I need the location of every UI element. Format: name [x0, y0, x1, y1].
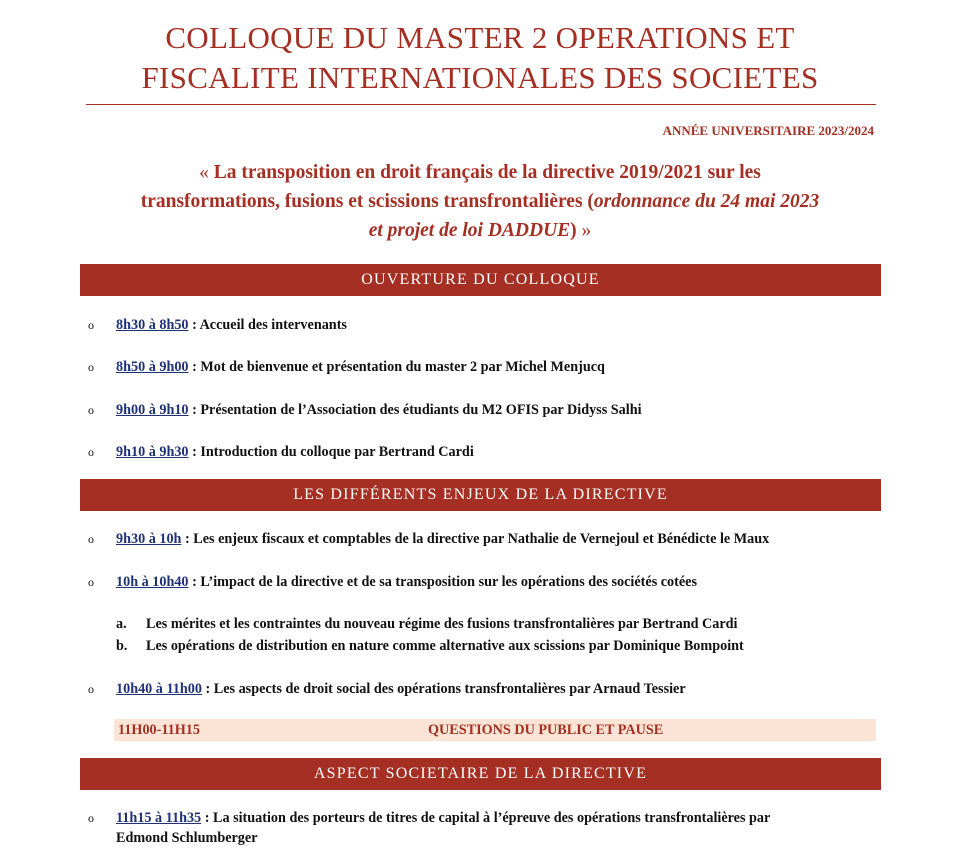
bullet-icon: o — [88, 811, 94, 825]
agenda-text: : La situation des porteurs de titres de capital à l’épreuve des opérations transfrontalières par — [201, 810, 771, 826]
agenda-text: : Présentation de l’Association des étudiants du M2 OFIS par Didyss Salhi — [188, 402, 642, 418]
agenda-item — [88, 530, 878, 548]
agenda-item — [88, 809, 878, 827]
sub-item-letter: b. — [116, 638, 128, 654]
close-quote: » — [576, 220, 592, 241]
subject-line-2 — [80, 187, 880, 216]
subject-text-3a: et projet de loi DADDUE — [368, 220, 571, 241]
pause-label: QUESTIONS DU PUBLIC ET PAUSE — [428, 722, 664, 738]
sub-item — [116, 615, 738, 633]
agenda-item — [88, 573, 878, 591]
section-header-issues: LES DIFFÉRENTS ENJEUX DE LA DIRECTIVE — [80, 479, 881, 511]
agenda-text: : Mot de bienvenue et présentation du master 2 par Michel Menjucq — [188, 359, 605, 375]
time-link[interactable]: 10h40 à 11h00 — [116, 681, 202, 697]
pause-row — [114, 719, 876, 741]
bullet-icon: o — [88, 360, 94, 374]
agenda-text: : Introduction du colloque par Bertrand Cardi — [188, 444, 474, 460]
academic-year: ANNÉE UNIVERSITAIRE 2023/2024 — [662, 123, 874, 138]
agenda-item — [88, 316, 878, 334]
sub-item-text: Les mérites et les contraintes du nouveau régime des fusions transfrontalières par Bertrand Cardi — [146, 616, 738, 632]
sub-item-letter: a. — [116, 616, 127, 632]
sub-item-text: Les opérations de distribution en nature comme alternative aux scissions par Dominique Bompoint — [146, 638, 744, 654]
subject-text-2b: ordonnance du 24 mai 2023 — [593, 191, 820, 212]
agenda-text: : Les enjeux fiscaux et comptables de la directive par Nathalie de Vernejoul et Bénédicte le Maux — [181, 531, 770, 547]
agenda-item — [88, 358, 878, 376]
section-header-corporate: ASPECT SOCIETAIRE DE LA DIRECTIVE — [80, 758, 881, 790]
subject-text-1: La transposition en droit français de la directive 2019/2021 sur les — [213, 162, 761, 183]
time-link[interactable]: 11h15 à 11h35 — [116, 810, 202, 826]
agenda-item — [88, 680, 878, 698]
agenda-text: : Accueil des intervenants — [188, 317, 347, 333]
time-link[interactable]: 8h30 à 8h50 — [116, 317, 189, 333]
time-link[interactable]: 8h50 à 9h00 — [116, 359, 189, 375]
bullet-icon: o — [88, 682, 94, 696]
agenda-text: : L’impact de la directive et de sa transposition sur les opérations des sociétés cotées — [188, 574, 697, 590]
time-link[interactable]: 9h00 à 9h10 — [116, 402, 189, 418]
pause-time: 11H00-11H15 — [118, 722, 200, 738]
bullet-icon: o — [88, 445, 94, 459]
bullet-icon: o — [88, 575, 94, 589]
agenda-item — [88, 401, 878, 419]
subject-text-3b: ) — [570, 220, 577, 241]
agenda-text: : Les aspects de droit social des opérations transfrontalières par Arnaud Tessier — [201, 681, 686, 697]
page-title-line-2: FISCALITE INTERNATIONALES DES SOCIETES — [141, 60, 819, 95]
section-header-opening: OUVERTURE DU COLLOQUE — [80, 264, 881, 296]
subject-line-3 — [80, 216, 880, 245]
bullet-icon: o — [88, 403, 94, 417]
title-divider — [86, 104, 876, 105]
time-link[interactable]: 9h30 à 10h — [116, 531, 182, 547]
bullet-icon: o — [88, 532, 94, 546]
sub-item — [116, 637, 744, 655]
time-link[interactable]: 9h10 à 9h30 — [116, 444, 189, 460]
page-title-line-1: COLLOQUE DU MASTER 2 OPERATIONS ET — [165, 20, 795, 55]
agenda-item — [88, 443, 878, 461]
bullet-icon: o — [88, 318, 94, 332]
agenda-text-continuation: Edmond Schlumberger — [116, 830, 258, 846]
subject-text-2a: transformations, fusions et scissions transfrontalières ( — [140, 191, 594, 212]
time-link[interactable]: 10h à 10h40 — [116, 574, 189, 590]
open-quote: « — [199, 162, 214, 183]
subject-line-1 — [80, 158, 880, 187]
